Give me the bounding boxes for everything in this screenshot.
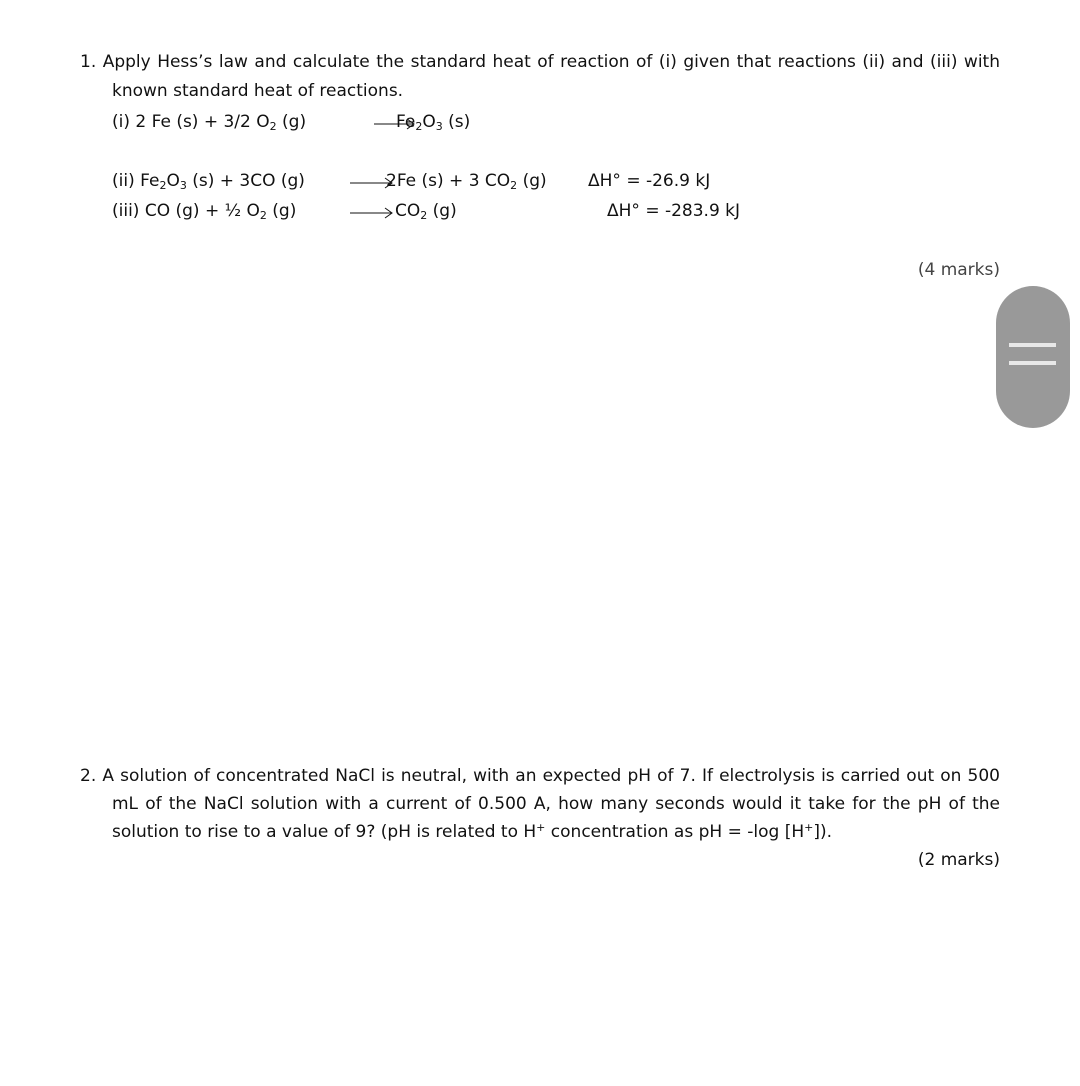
question-1-text: 1. Apply Hess’s law and calculate the standard heat of reaction of (i) given that reactions (ii) and (iii) with known standard heat of reactions. [80,52,1000,101]
reaction-iii-products: $CO_2$ (g) [395,201,457,222]
question-2-text: 2. A solution of concentrated NaCl is neutral, with an expected pH of 7. If electrolysis is carried out on 500 mL of the NaCl solution with a current of 0.500 A, how many seconds would it take for the pH of the solution to rise to a value of 9? (pH is related to H+ concentration as pH = -log [H+]). [80,766,1000,842]
reaction-i-product: $Fe_2O_3$ (s) [396,112,471,133]
reaction-ii-enthalpy: ΔH° = -26.9 kJ [588,171,711,191]
reaction-iii-reactants: (iii) CO (g) + ½ $O_2$ (g) [112,201,297,222]
reaction-ii-products: 2Fe (s) + 3 $CO_2$ (g) [386,171,547,192]
reaction-i-reactants: (i) 2 Fe (s) + 3/2 $O_2$ (g) [112,112,307,133]
question-2-marks: (2 marks) [917,850,1000,870]
drag-handle-icon [1009,343,1056,347]
question-1-number: 1. [80,52,97,72]
reaction-ii-reactants: (ii) $Fe_2O_3$ (s) + 3CO (g) [112,171,305,192]
drag-handle-icon [1009,361,1056,365]
question-1-marks: (4 marks) [917,260,1000,280]
drag-handle[interactable] [996,286,1070,428]
reaction-iii-enthalpy: ΔH° = -283.9 kJ [607,201,741,221]
question-2-number: 2. [80,766,97,786]
arrow-icon [350,206,396,220]
